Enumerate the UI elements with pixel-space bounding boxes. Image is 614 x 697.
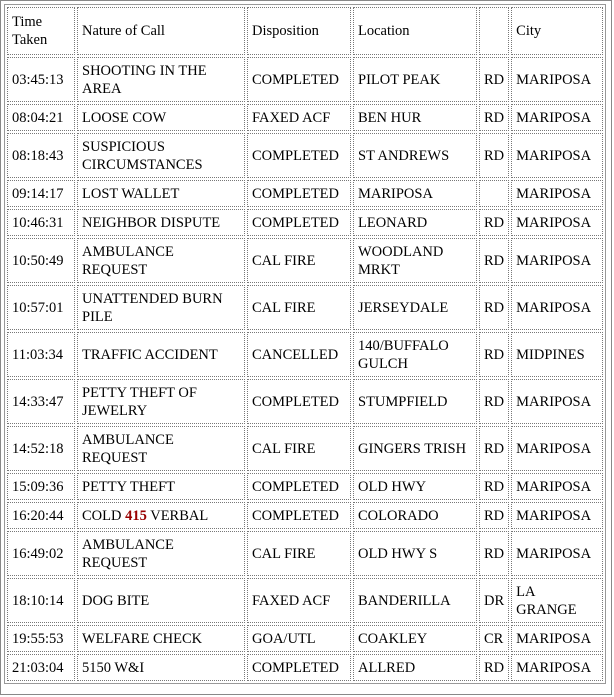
nature-of-call-cell: 5150 W&I	[77, 654, 245, 681]
disposition-cell: COMPLETED	[247, 473, 351, 500]
nature-of-call-cell: LOST WALLET	[77, 180, 245, 207]
table-row	[7, 332, 603, 377]
disposition-cell: COMPLETED	[247, 502, 351, 529]
city-cell: MARIPOSA	[511, 285, 603, 330]
location-cell: JERSEYDALE	[353, 285, 477, 330]
table-row	[7, 502, 603, 529]
disposition-cell: CAL FIRE	[247, 285, 351, 330]
nature-of-call-cell: PETTY THEFT OF JEWELRY	[77, 379, 245, 424]
street-suffix-cell: RD	[479, 332, 509, 377]
table-row	[7, 578, 603, 623]
city-cell: MARIPOSA	[511, 625, 603, 652]
city-cell: MARIPOSA	[511, 473, 603, 500]
street-suffix-cell: CR	[479, 625, 509, 652]
street-suffix-cell	[479, 180, 509, 207]
table-row	[7, 57, 603, 102]
street-suffix-cell: RD	[479, 426, 509, 471]
header-city: City	[511, 7, 603, 55]
street-suffix-cell: RD	[479, 502, 509, 529]
city-cell: MARIPOSA	[511, 426, 603, 471]
disposition-cell: GOA/UTL	[247, 625, 351, 652]
table-row	[7, 625, 603, 652]
nature-of-call-cell: PETTY THEFT	[77, 473, 245, 500]
city-cell: LA GRANGE	[511, 578, 603, 623]
table-row	[7, 531, 603, 576]
city-cell: MARIPOSA	[511, 654, 603, 681]
disposition-cell: COMPLETED	[247, 654, 351, 681]
header-row	[7, 7, 603, 55]
disposition-cell: COMPLETED	[247, 209, 351, 236]
city-cell: MARIPOSA	[511, 104, 603, 131]
city-cell: MARIPOSA	[511, 180, 603, 207]
nature-of-call-cell: SHOOTING IN THE AREA	[77, 57, 245, 102]
nature-of-call-cell: LOOSE COW	[77, 104, 245, 131]
nature-of-call-cell: TRAFFIC ACCIDENT	[77, 332, 245, 377]
time-taken-cell: 08:18:43	[7, 133, 75, 178]
nature-of-call-cell: WELFARE CHECK	[77, 625, 245, 652]
table-row	[7, 426, 603, 471]
table-row	[7, 209, 603, 236]
time-taken-cell: 14:33:47	[7, 379, 75, 424]
street-suffix-cell: RD	[479, 473, 509, 500]
time-taken-cell: 09:14:17	[7, 180, 75, 207]
location-cell: 140/BUFFALO GULCH	[353, 332, 477, 377]
table-row	[7, 133, 603, 178]
header-disposition: Disposition	[247, 7, 351, 55]
time-taken-cell: 16:20:44	[7, 502, 75, 529]
nature-text: VERBAL	[146, 507, 209, 524]
disposition-cell: COMPLETED	[247, 57, 351, 102]
city-cell: MIDPINES	[511, 332, 603, 377]
street-suffix-cell: RD	[479, 531, 509, 576]
street-suffix-cell: RD	[479, 654, 509, 681]
street-suffix-cell: RD	[479, 104, 509, 131]
table-row	[7, 180, 603, 207]
table-row	[7, 473, 603, 500]
time-taken-cell: 18:10:14	[7, 578, 75, 623]
location-cell: MARIPOSA	[353, 180, 477, 207]
street-suffix-cell: RD	[479, 209, 509, 236]
street-suffix-cell: RD	[479, 285, 509, 330]
nature-of-call-cell: AMBULANCE REQUEST	[77, 426, 245, 471]
disposition-cell: FAXED ACF	[247, 578, 351, 623]
street-suffix-cell: RD	[479, 238, 509, 283]
header-street-suffix	[479, 7, 509, 55]
time-taken-cell: 10:57:01	[7, 285, 75, 330]
location-cell: OLD HWY	[353, 473, 477, 500]
table-row	[7, 654, 603, 681]
time-taken-cell: 10:50:49	[7, 238, 75, 283]
location-cell: PILOT PEAK	[353, 57, 477, 102]
call-log-table	[4, 4, 606, 684]
time-taken-cell: 08:04:21	[7, 104, 75, 131]
location-cell: ALLRED	[353, 654, 477, 681]
location-cell: GINGERS TRISH	[353, 426, 477, 471]
disposition-cell: COMPLETED	[247, 379, 351, 424]
nature-of-call-cell: SUSPICIOUS CIRCUMSTANCES	[77, 133, 245, 178]
city-cell: MARIPOSA	[511, 379, 603, 424]
disposition-cell: CAL FIRE	[247, 531, 351, 576]
nature-of-call-cell: AMBULANCE REQUEST	[77, 238, 245, 283]
street-suffix-cell: RD	[479, 133, 509, 178]
city-cell: MARIPOSA	[511, 238, 603, 283]
call-log-body	[7, 57, 603, 681]
nature-of-call-cell: DOG BITE	[77, 578, 245, 623]
street-suffix-cell: RD	[479, 57, 509, 102]
nature-of-call-cell: UNATTENDED BURN PILE	[77, 285, 245, 330]
highlighted-code: 415	[125, 507, 147, 524]
location-cell: BEN HUR	[353, 104, 477, 131]
location-cell: BANDERILLA	[353, 578, 477, 623]
time-taken-cell: 16:49:02	[7, 531, 75, 576]
time-taken-cell: 15:09:36	[7, 473, 75, 500]
time-taken-cell: 03:45:13	[7, 57, 75, 102]
table-row	[7, 238, 603, 283]
location-cell: STUMPFIELD	[353, 379, 477, 424]
street-suffix-cell: RD	[479, 379, 509, 424]
street-suffix-cell: DR	[479, 578, 509, 623]
header-time-taken: Time Taken	[7, 7, 75, 55]
location-cell: COAKLEY	[353, 625, 477, 652]
time-taken-cell: 21:03:04	[7, 654, 75, 681]
table-row	[7, 285, 603, 330]
location-cell: WOODLAND MRKT	[353, 238, 477, 283]
city-cell: MARIPOSA	[511, 209, 603, 236]
nature-of-call-cell: AMBULANCE REQUEST	[77, 531, 245, 576]
time-taken-cell: 14:52:18	[7, 426, 75, 471]
nature-of-call-cell: NEIGHBOR DISPUTE	[77, 209, 245, 236]
city-cell: MARIPOSA	[511, 57, 603, 102]
header-nature-of-call: Nature of Call	[77, 7, 245, 55]
disposition-cell: CAL FIRE	[247, 426, 351, 471]
location-cell: COLORADO	[353, 502, 477, 529]
time-taken-cell: 11:03:34	[7, 332, 75, 377]
disposition-cell: CAL FIRE	[247, 238, 351, 283]
time-taken-cell: 19:55:53	[7, 625, 75, 652]
disposition-cell: FAXED ACF	[247, 104, 351, 131]
location-cell: OLD HWY S	[353, 531, 477, 576]
table-row	[7, 379, 603, 424]
disposition-cell: CANCELLED	[247, 332, 351, 377]
location-cell: ST ANDREWS	[353, 133, 477, 178]
city-cell: MARIPOSA	[511, 531, 603, 576]
nature-of-call-cell	[77, 502, 245, 529]
city-cell: MARIPOSA	[511, 133, 603, 178]
time-taken-cell: 10:46:31	[7, 209, 75, 236]
nature-text: COLD	[82, 507, 126, 524]
disposition-cell: COMPLETED	[247, 180, 351, 207]
location-cell: LEONARD	[353, 209, 477, 236]
city-cell: MARIPOSA	[511, 502, 603, 529]
disposition-cell: COMPLETED	[247, 133, 351, 178]
table-row	[7, 104, 603, 131]
header-location: Location	[353, 7, 477, 55]
